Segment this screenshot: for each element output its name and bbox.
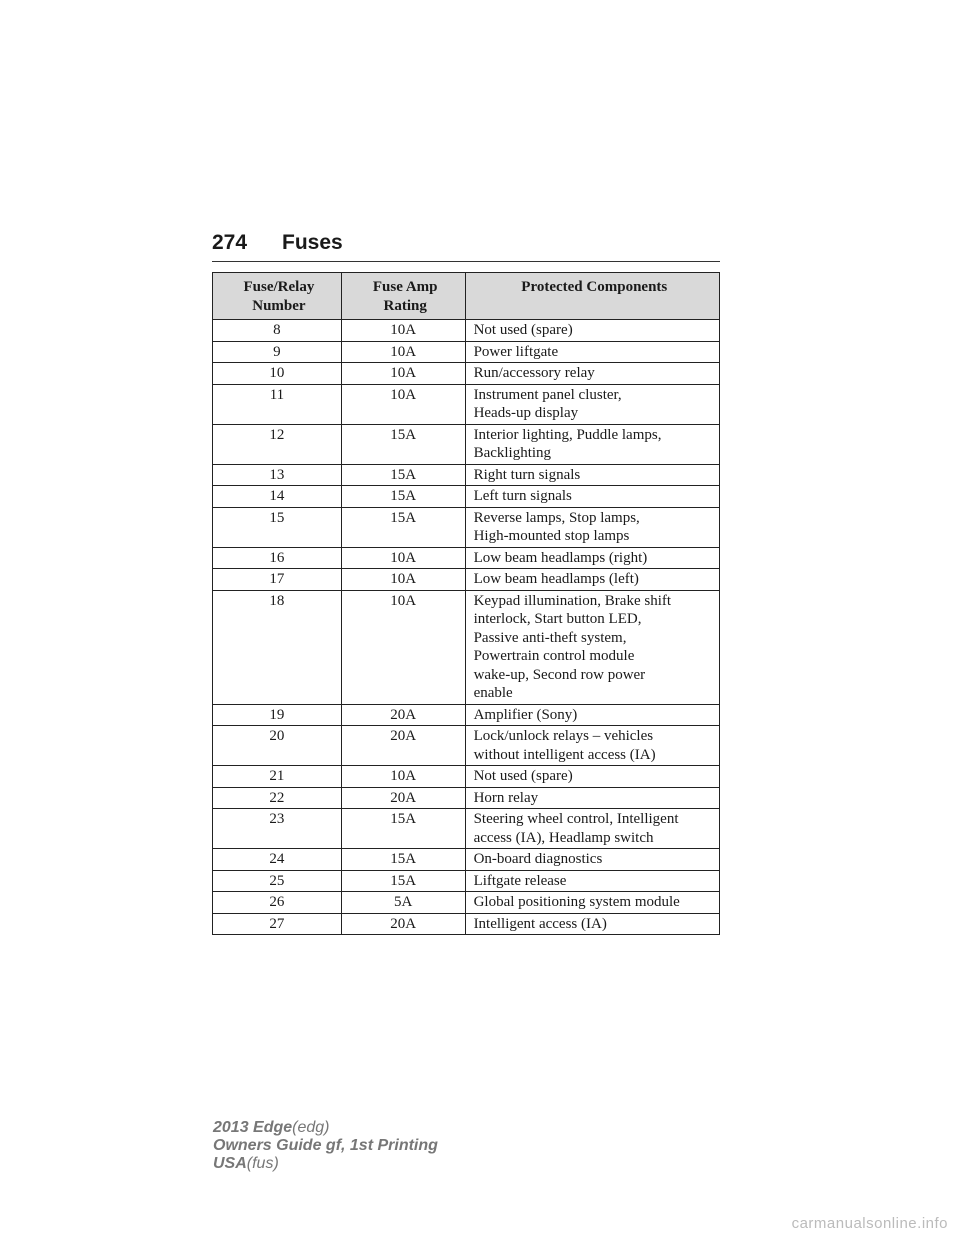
amp-rating-cell: 10A — [341, 384, 465, 424]
protected-components-cell: Low beam headlamps (right) — [465, 547, 719, 569]
protected-components-cell: Horn relay — [465, 787, 719, 809]
page-header — [212, 229, 720, 262]
footer-line-model — [213, 1119, 438, 1137]
section-title: Fuses — [282, 231, 343, 254]
footer-model: 2013 Edge — [213, 1119, 293, 1136]
footer-line-guide: Owners Guide gf, 1st Printing — [213, 1137, 438, 1154]
table-row — [213, 486, 720, 508]
protected-components-cell: Steering wheel control, Intelligent access (IA), Headlamp switch — [465, 809, 719, 849]
table-row — [213, 809, 720, 849]
fuse-number-cell: 15 — [213, 507, 342, 547]
column-header-protected-components: Protected Components — [465, 273, 719, 320]
fuse-number-cell: 27 — [213, 913, 342, 935]
table-row — [213, 363, 720, 385]
protected-components-cell: Keypad illumination, Brake shift interlock, Start button LED, Passive anti-theft system, Powertrain control module wake-up, Second row power enable — [465, 590, 719, 704]
document-footer — [213, 1119, 438, 1173]
amp-rating-cell: 20A — [341, 726, 465, 766]
protected-components-cell: Reverse lamps, Stop lamps, High-mounted stop lamps — [465, 507, 719, 547]
footer-region-code: (fus) — [246, 1155, 279, 1172]
footer-model-code: (edg) — [292, 1119, 330, 1136]
fuse-number-cell: 17 — [213, 569, 342, 591]
amp-rating-cell: 15A — [341, 424, 465, 464]
fuse-number-cell: 10 — [213, 363, 342, 385]
amp-rating-cell: 10A — [341, 547, 465, 569]
fuse-number-cell: 19 — [213, 704, 342, 726]
fuse-number-cell: 25 — [213, 870, 342, 892]
column-header-fuse-number: Fuse/Relay Number — [213, 273, 342, 320]
table-row — [213, 870, 720, 892]
amp-rating-cell: 20A — [341, 704, 465, 726]
table-row — [213, 320, 720, 342]
protected-components-cell: Lock/unlock relays – vehicles without intelligent access (IA) — [465, 726, 719, 766]
column-header-amp-rating: Fuse Amp Rating — [341, 273, 465, 320]
footer-region: USA — [213, 1155, 247, 1172]
fuse-number-cell: 22 — [213, 787, 342, 809]
amp-rating-cell: 5A — [341, 892, 465, 914]
table-row — [213, 547, 720, 569]
table-row — [213, 704, 720, 726]
table-row — [213, 787, 720, 809]
amp-rating-cell: 10A — [341, 320, 465, 342]
table-header-row — [213, 273, 720, 320]
protected-components-cell: On-board diagnostics — [465, 849, 719, 871]
fuse-number-cell: 24 — [213, 849, 342, 871]
fuse-number-cell: 12 — [213, 424, 342, 464]
amp-rating-cell: 20A — [341, 787, 465, 809]
protected-components-cell: Interior lighting, Puddle lamps, Backlighting — [465, 424, 719, 464]
protected-components-cell: Left turn signals — [465, 486, 719, 508]
fuse-number-cell: 11 — [213, 384, 342, 424]
amp-rating-cell: 15A — [341, 849, 465, 871]
amp-rating-cell: 10A — [341, 363, 465, 385]
amp-rating-cell: 15A — [341, 464, 465, 486]
protected-components-cell: Power liftgate — [465, 341, 719, 363]
table-row — [213, 341, 720, 363]
table-row — [213, 913, 720, 935]
protected-components-cell: Not used (spare) — [465, 766, 719, 788]
table-row — [213, 464, 720, 486]
protected-components-cell: Not used (spare) — [465, 320, 719, 342]
fuse-number-cell: 8 — [213, 320, 342, 342]
amp-rating-cell: 15A — [341, 507, 465, 547]
table-row — [213, 726, 720, 766]
amp-rating-cell: 10A — [341, 766, 465, 788]
page-number: 274 — [212, 231, 248, 254]
fuse-table — [212, 272, 720, 935]
fuse-number-cell: 16 — [213, 547, 342, 569]
fuse-number-cell: 26 — [213, 892, 342, 914]
amp-rating-cell: 10A — [341, 590, 465, 704]
amp-rating-cell: 20A — [341, 913, 465, 935]
table-row — [213, 569, 720, 591]
protected-components-cell: Run/accessory relay — [465, 363, 719, 385]
amp-rating-cell: 10A — [341, 569, 465, 591]
table-row — [213, 590, 720, 704]
fuse-number-cell: 14 — [213, 486, 342, 508]
fuse-number-cell: 21 — [213, 766, 342, 788]
table-row — [213, 507, 720, 547]
protected-components-cell: Global positioning system module — [465, 892, 719, 914]
protected-components-cell: Liftgate release — [465, 870, 719, 892]
fuse-number-cell: 18 — [213, 590, 342, 704]
amp-rating-cell: 10A — [341, 341, 465, 363]
protected-components-cell: Low beam headlamps (left) — [465, 569, 719, 591]
fuse-number-cell: 23 — [213, 809, 342, 849]
footer-line-region — [213, 1155, 438, 1173]
fuse-number-cell: 20 — [213, 726, 342, 766]
watermark-text: carmanualsonline.info — [791, 1215, 948, 1232]
table-row — [213, 384, 720, 424]
table-row — [213, 892, 720, 914]
protected-components-cell: Right turn signals — [465, 464, 719, 486]
fuse-number-cell: 13 — [213, 464, 342, 486]
fuse-table-body — [213, 320, 720, 935]
table-row — [213, 849, 720, 871]
table-row — [213, 424, 720, 464]
fuse-number-cell: 9 — [213, 341, 342, 363]
amp-rating-cell: 15A — [341, 809, 465, 849]
protected-components-cell: Intelligent access (IA) — [465, 913, 719, 935]
protected-components-cell: Instrument panel cluster, Heads-up display — [465, 384, 719, 424]
protected-components-cell: Amplifier (Sony) — [465, 704, 719, 726]
table-row — [213, 766, 720, 788]
amp-rating-cell: 15A — [341, 486, 465, 508]
amp-rating-cell: 15A — [341, 870, 465, 892]
